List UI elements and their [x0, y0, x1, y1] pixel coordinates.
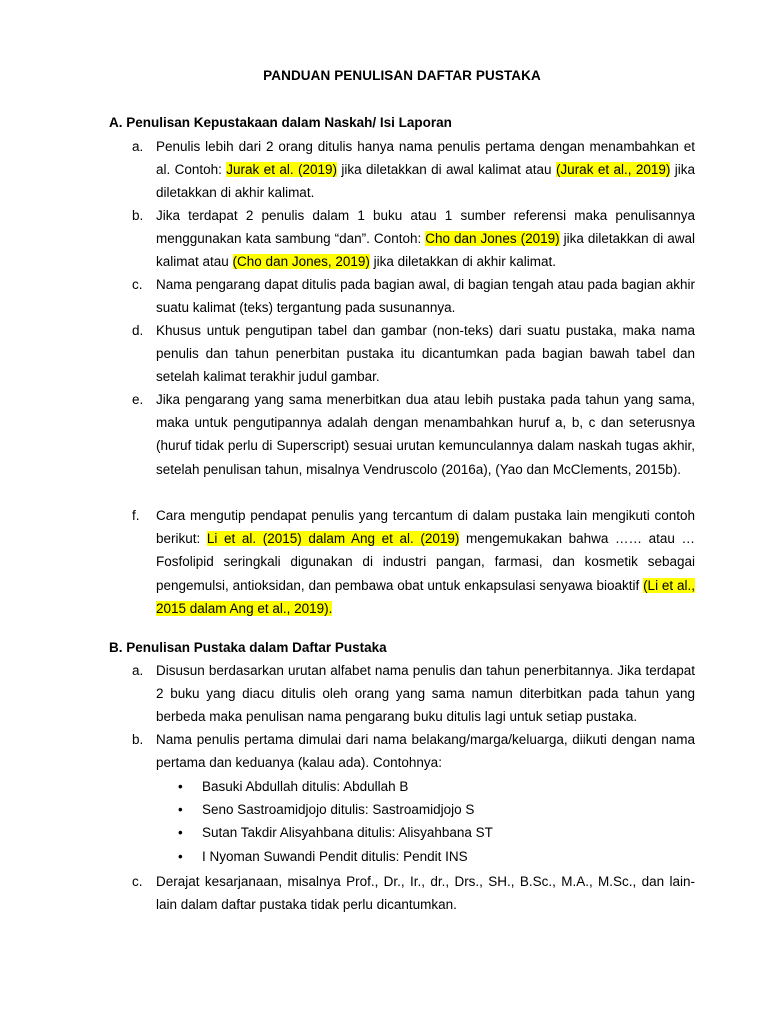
- text-run: Cara mengutip pendapat penulis yang tercantum di dalam pustaka lain mengikuti contoh berikut:: [156, 508, 695, 547]
- item-text: Disusun berdasarkan urutan alfabet nama penulis dan tahun penerbitannya. Jika terdapat 2 buku yang diacu ditulis oleh orang yang sama namun diterbitkan pada tahun yang berbeda maka penulisan nama pengarang buku ditulis lagi untuk setiap pustaka.: [156, 663, 695, 725]
- item-text: [156, 204, 695, 274]
- item-marker: c.: [132, 874, 143, 889]
- item-marker: b.: [132, 732, 144, 747]
- bullet-text: Sutan Takdir Alisyahbana ditulis: Alisyahbana ST: [202, 825, 493, 840]
- highlighted-citation: (Li et al., 2015 dalam Ang et al., 2019).: [156, 577, 695, 616]
- text-run: Jika terdapat 2 penulis dalam 1 buku atau 1 sumber referensi maka penulisannya menggunakan kata sambung “dan”. Contoh:: [156, 208, 695, 247]
- list-item-a-f: [132, 504, 695, 620]
- text-run: jika diletakkan di awal kalimat atau: [156, 231, 695, 270]
- list-item-a-c: [132, 273, 695, 319]
- text-run: mengemukakan bahwa …… atau … Fosfolipid seringkali digunakan di industri pangan, farmasi, dan kosmetik sebagai pengemulsi, antioksidan, dan pembawa obat untuk enkapsulasi senyawa bioaktif: [156, 531, 695, 593]
- text-run: Penulis lebih dari 2 orang ditulis hanya nama penulis pertama dengan menambahkan et al. Contoh:: [156, 139, 695, 178]
- bullet-text: Basuki Abdullah ditulis: Abdullah B: [202, 779, 409, 794]
- page-title: PANDUAN PENULISAN DAFTAR PUSTAKA: [263, 68, 541, 83]
- list-item-b-a: [132, 659, 695, 729]
- section-a-heading: A. Penulisan Kepustakaan dalam Naskah/ Isi Laporan: [109, 115, 452, 130]
- text-run: jika diletakkan di akhir kalimat.: [369, 254, 556, 270]
- item-text: Nama pengarang dapat ditulis pada bagian awal, di bagian tengah atau pada bagian akhir suatu kalimat (teks) tergantung pada susunannya.: [156, 277, 695, 316]
- list-item-a-e: [132, 388, 695, 481]
- bullet-icon: •: [178, 779, 183, 794]
- bullet-icon: •: [178, 825, 183, 840]
- bullet-text: Seno Sastroamidjojo ditulis: Sastroamidjojo S: [202, 802, 475, 817]
- item-marker: f.: [132, 508, 140, 523]
- list-item-b-b: [132, 728, 695, 774]
- item-marker: c.: [132, 277, 143, 292]
- bullet-text: I Nyoman Suwandi Pendit ditulis: Pendit INS: [202, 849, 468, 864]
- item-marker: d.: [132, 323, 144, 338]
- item-marker: e.: [132, 392, 144, 407]
- item-marker: b.: [132, 208, 144, 223]
- highlighted-citation: (Jurak et al., 2019): [555, 162, 671, 178]
- highlighted-citation: Li et al. (2015) dalam Ang et al. (2019): [206, 531, 460, 547]
- section-b-heading: B. Penulisan Pustaka dalam Daftar Pustaka: [109, 640, 387, 655]
- item-marker: a.: [132, 663, 144, 678]
- list-item-a-d: [132, 319, 695, 389]
- list-item-a-a: [132, 135, 695, 205]
- item-text: Nama penulis pertama dimulai dari nama belakang/marga/keluarga, diikuti dengan nama pertama dan keduanya (kalau ada). Contohnya:: [156, 732, 695, 771]
- list-item-b-c: [132, 870, 695, 916]
- highlighted-citation: Cho dan Jones (2019): [425, 231, 560, 247]
- highlighted-citation: Jurak et al. (2019): [226, 162, 337, 178]
- bullet-icon: •: [178, 849, 183, 864]
- item-text: [156, 135, 695, 205]
- text-run: jika diletakkan di akhir kalimat.: [156, 162, 695, 201]
- list-item-a-b: [132, 204, 695, 274]
- bullet-icon: •: [178, 802, 183, 817]
- highlighted-citation: (Cho dan Jones, 2019): [232, 254, 370, 270]
- item-text: Derajat kesarjanaan, misalnya Prof., Dr., Ir., dr., Drs., SH., B.Sc., M.A., M.Sc., dan lain-lain dalam daftar pustaka tidak perlu dicantumkan.: [156, 874, 695, 913]
- item-text: Khusus untuk pengutipan tabel dan gambar (non-teks) dari suatu pustaka, maka nama penulis dan tahun penerbitan pustaka itu dicantumkan pada bagian bawah tabel dan setelah kalimat terakhir judul gambar.: [156, 323, 695, 385]
- text-run: jika diletakkan di awal kalimat atau: [336, 162, 556, 178]
- item-text: Jika pengarang yang sama menerbitkan dua atau lebih pustaka pada tahun yang sama, maka untuk pengutipannya adalah dengan menambahkan huruf a, b, c dan seterusnya (huruf tidak perlu di Superscript) sesuai urutan kemunculannya dalam naskah tugas akhir, setelah penulisan tahun, misalnya Vendruscolo (2016a), (Yao dan McClements, 2015b).: [156, 392, 695, 477]
- item-text: [156, 504, 695, 620]
- item-marker: a.: [132, 139, 144, 154]
